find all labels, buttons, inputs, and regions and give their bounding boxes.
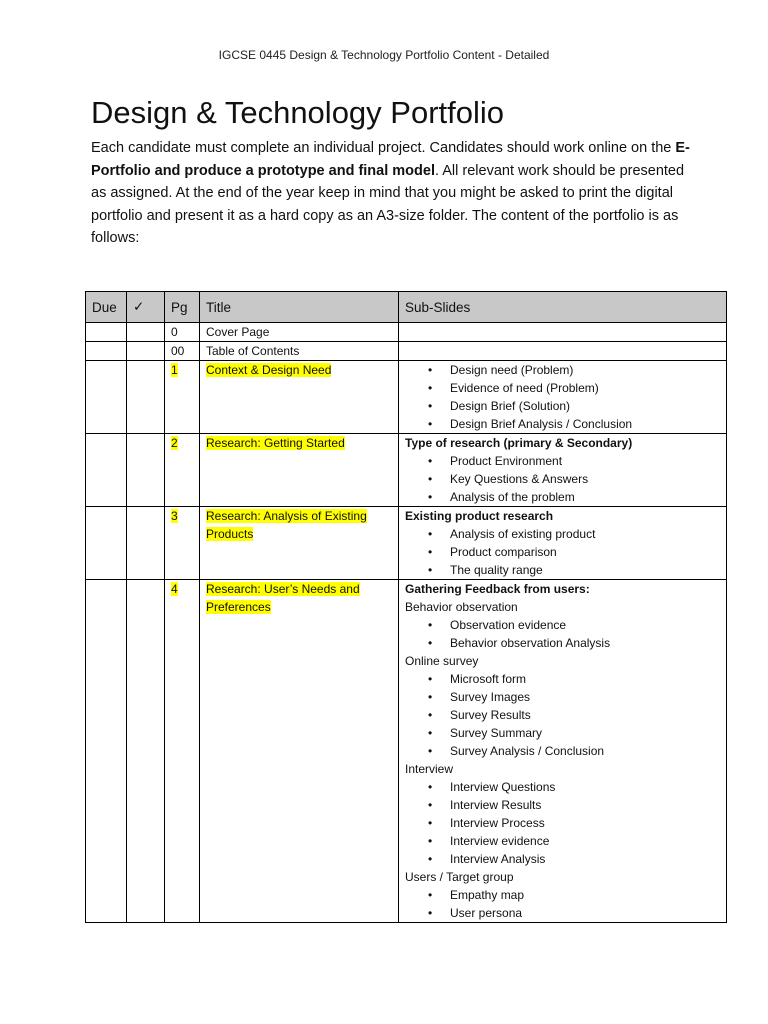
sub-slides-heading: Behavior observation	[405, 600, 518, 614]
sub-slide-item: • Key Questions & Answers	[450, 470, 720, 488]
page-number: 3	[171, 509, 178, 523]
column-header-page: Pg	[165, 292, 200, 323]
title-cell	[200, 342, 399, 361]
sub-slide-item: • Survey Images	[450, 688, 720, 706]
section-title: Table of Contents	[206, 344, 300, 358]
section-title: Context & Design Need	[206, 363, 332, 377]
column-header-title: Title	[200, 292, 399, 323]
sub-slides-heading: Interview	[405, 762, 454, 776]
sub-slide-item: • Observation evidence	[450, 616, 720, 634]
column-header-check: ✓	[127, 292, 165, 323]
sub-slide-item: • Survey Results	[450, 706, 720, 724]
sub-slide-item: • Interview Results	[450, 796, 720, 814]
sub-slide-item: • Survey Analysis / Conclusion	[450, 742, 720, 760]
sub-slide-item: • Interview Process	[450, 814, 720, 832]
check-cell	[127, 342, 165, 361]
section-title: Research: User’s Needs and Preferences	[206, 582, 360, 614]
title-cell	[200, 323, 399, 342]
sub-slides-cell	[399, 342, 727, 361]
section-title: Cover Page	[206, 325, 270, 339]
sub-slide-item: • Design need (Problem)	[450, 361, 720, 379]
page-header: IGCSE 0445 Design & Technology Portfolio Content - Detailed	[218, 48, 550, 62]
table-row	[86, 361, 727, 434]
sub-slides-list	[405, 452, 720, 506]
sub-slides-cell	[399, 434, 727, 507]
sub-slide-item: • Evidence of need (Problem)	[450, 379, 720, 397]
table-row	[86, 507, 727, 580]
due-cell	[86, 580, 127, 923]
sub-slide-item: • Analysis of existing product	[450, 525, 720, 543]
sub-slides-list	[405, 778, 720, 868]
page-cell	[165, 361, 200, 434]
sub-slides-list	[405, 525, 720, 579]
intro-text-end: . All relevant work should be presented as assigned. At the end of the year keep in mind that you might be asked to print the digital portfolio and present it as a hard copy as an A3-size folder. The content of the portfolio is as follows:	[91, 162, 685, 246]
column-header-sub-slides: Sub-Slides	[399, 292, 727, 323]
page-number: 1	[171, 363, 178, 377]
portfolio-table	[85, 291, 727, 923]
page-cell	[165, 342, 200, 361]
title-cell	[200, 434, 399, 507]
sub-slides-heading: Users / Target group	[405, 870, 514, 884]
due-cell	[86, 361, 127, 434]
sub-slide-item: • Survey Summary	[450, 724, 720, 742]
sub-slides-heading: Existing product research	[405, 509, 554, 523]
check-cell	[127, 323, 165, 342]
sub-slides-heading: Online survey	[405, 654, 479, 668]
sub-slide-item: • The quality range	[450, 561, 720, 579]
page-cell	[165, 434, 200, 507]
table-row	[86, 434, 727, 507]
check-cell	[127, 434, 165, 507]
sub-slides-cell	[399, 361, 727, 434]
due-cell	[86, 507, 127, 580]
sub-slide-item: • Interview Questions	[450, 778, 720, 796]
document-title: Design & Technology Portfolio	[91, 95, 505, 130]
due-cell	[86, 342, 127, 361]
intro-text-start: Each candidate must complete an individual project. Candidates should work online on the	[91, 140, 676, 156]
page-number: 0	[171, 325, 178, 339]
intro-paragraph	[91, 137, 691, 250]
page-cell	[165, 580, 200, 923]
sub-slides-cell	[399, 323, 727, 342]
column-header-due: Due	[86, 292, 127, 323]
check-cell	[127, 580, 165, 923]
section-title: Research: Analysis of Existing Products	[206, 509, 367, 541]
sub-slides-heading: Gathering Feedback from users:	[405, 582, 590, 596]
sub-slide-item: • Microsoft form	[450, 670, 720, 688]
page-cell	[165, 507, 200, 580]
sub-slides-list	[405, 616, 720, 652]
due-cell	[86, 434, 127, 507]
page-cell	[165, 323, 200, 342]
check-cell	[127, 361, 165, 434]
sub-slides-list	[405, 361, 720, 433]
sub-slide-item: • Design Brief Analysis / Conclusion	[450, 415, 720, 433]
sub-slides-cell	[399, 507, 727, 580]
sub-slide-item: • Design Brief (Solution)	[450, 397, 720, 415]
intro-text-bold: E-Portfolio and produce a prototype and final model	[91, 140, 690, 179]
sub-slide-item: • Behavior observation Analysis	[450, 634, 720, 652]
title-cell	[200, 507, 399, 580]
table-row	[86, 580, 727, 923]
sub-slide-item: • User persona	[450, 904, 720, 922]
sub-slide-item: • Product comparison	[450, 543, 720, 561]
table-row	[86, 323, 727, 342]
sub-slide-item: • Product Environment	[450, 452, 720, 470]
sub-slide-item: • Analysis of the problem	[450, 488, 720, 506]
table-header-row	[86, 292, 727, 323]
sub-slide-item: • Interview Analysis	[450, 850, 720, 868]
table-row	[86, 342, 727, 361]
sub-slides-heading: Type of research (primary & Secondary)	[405, 436, 633, 450]
sub-slides-list	[405, 886, 720, 922]
title-cell	[200, 580, 399, 923]
page-number: 2	[171, 436, 178, 450]
due-cell	[86, 323, 127, 342]
page-number: 4	[171, 582, 178, 596]
title-cell	[200, 361, 399, 434]
page-number: 00	[171, 344, 185, 358]
sub-slides-cell	[399, 580, 727, 923]
table-body	[86, 323, 727, 923]
sub-slides-list	[405, 670, 720, 760]
sub-slide-item: • Interview evidence	[450, 832, 720, 850]
section-title: Research: Getting Started	[206, 436, 345, 450]
check-cell	[127, 507, 165, 580]
sub-slide-item: • Empathy map	[450, 886, 720, 904]
